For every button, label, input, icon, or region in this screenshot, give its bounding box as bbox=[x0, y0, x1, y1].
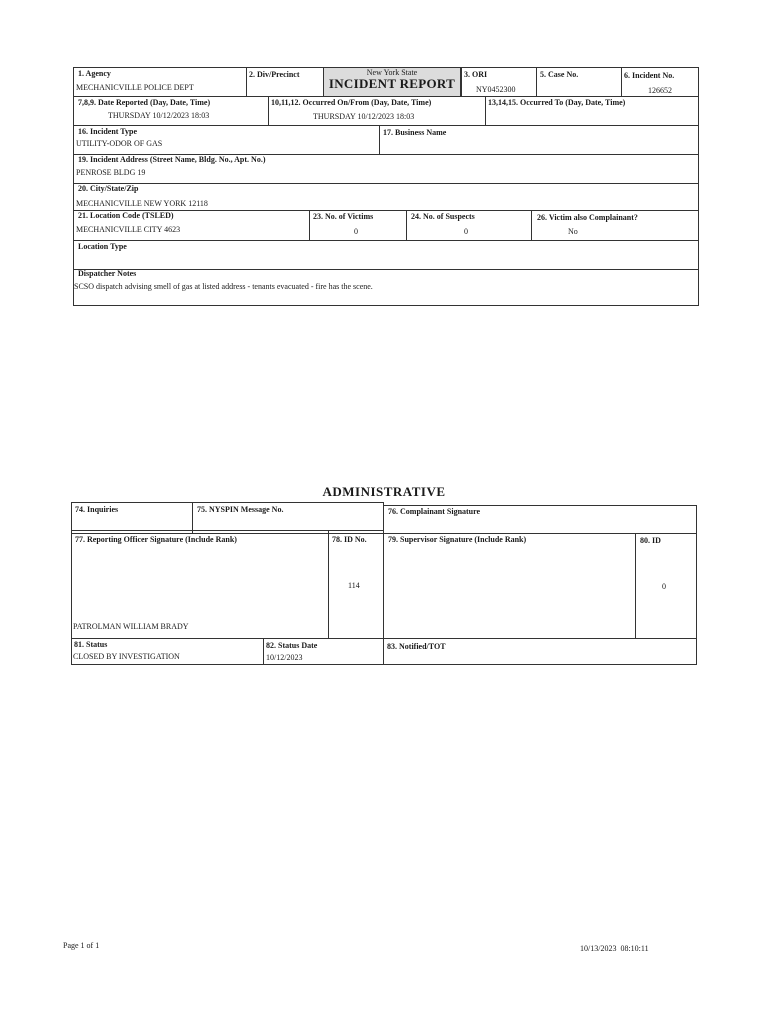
nyspin-label: 75. NYSPIN Message No. bbox=[197, 505, 284, 514]
dispatcher-notes-value: SCSO dispatch advising smell of gas at listed address - tenants evacuated - fire has the scene. bbox=[74, 282, 373, 291]
state-name: New York State bbox=[366, 68, 418, 77]
officer-signature-label: 77. Reporting Officer Signature (Include Rank) bbox=[75, 535, 237, 544]
page-number: Page 1 of 1 bbox=[63, 941, 100, 950]
location-code-label: 21. Location Code (TSLED) bbox=[78, 211, 174, 220]
supervisor-id-label: 80. ID bbox=[640, 536, 661, 545]
victims-label: 23. No. of Victims bbox=[313, 212, 374, 221]
victim-complainant-label: 26. Victim also Complainant? bbox=[537, 213, 638, 222]
incident-type-value: UTILITY-ODOR OF GAS bbox=[76, 139, 163, 148]
officer-id-label: 78. ID No. bbox=[332, 535, 367, 544]
location-type-label: Location Type bbox=[78, 242, 127, 251]
dispatcher-notes-label: Dispatcher Notes bbox=[78, 269, 137, 278]
city-value: MECHANICVILLE NEW YORK 12118 bbox=[76, 199, 208, 208]
location-code-value: MECHANICVILLE CITY 4623 bbox=[76, 225, 181, 234]
status-label: 81. Status bbox=[74, 640, 108, 649]
print-timestamp: 10/13/2023 08:10:11 bbox=[580, 944, 649, 953]
supervisor-signature-cell bbox=[383, 533, 636, 639]
incident-type-label: 16. Incident Type bbox=[78, 127, 138, 136]
supervisor-id-value: 0 bbox=[662, 582, 666, 591]
inquiries-label: 74. Inquiries bbox=[75, 505, 119, 514]
occurred-to-label: 13,14,15. Occurred To (Day, Date, Time) bbox=[488, 98, 626, 107]
status-date-value: 10/12/2023 bbox=[266, 653, 303, 662]
complainant-signature-label: 76. Complainant Signature bbox=[388, 507, 481, 516]
incident-no-label: 6. Incident No. bbox=[624, 71, 675, 80]
address-value: PENROSE BLDG 19 bbox=[76, 168, 146, 177]
notified-label: 83. Notified/TOT bbox=[387, 642, 446, 651]
header-frame bbox=[323, 67, 462, 97]
address-label: 19. Incident Address (Street Name, Bldg. No., Apt. No.) bbox=[78, 155, 266, 164]
suspects-label: 24. No. of Suspects bbox=[411, 212, 475, 221]
supervisor-signature-label: 79. Supervisor Signature (Include Rank) bbox=[388, 535, 527, 544]
administrative-title: ADMINISTRATIVE bbox=[322, 484, 446, 499]
occurred-from-label: 10,11,12. Occurred On/From (Day, Date, Time) bbox=[271, 98, 432, 107]
div-precinct-label: 2. Div/Precinct bbox=[249, 70, 300, 79]
location-type-cell bbox=[73, 240, 699, 270]
report-title: INCIDENT REPORT bbox=[328, 76, 456, 91]
reported-label: 7,8,9. Date Reported (Day, Date, Time) bbox=[78, 98, 211, 107]
officer-id-value: 114 bbox=[348, 581, 360, 590]
officer-name-value: PATROLMAN WILLIAM BRADY bbox=[73, 622, 189, 631]
agency-label: 1. Agency bbox=[78, 69, 111, 78]
status-value: CLOSED BY INVESTIGATION bbox=[73, 652, 180, 661]
incident-no-value: 126652 bbox=[648, 86, 672, 95]
status-date-label: 82. Status Date bbox=[266, 641, 318, 650]
suspects-value: 0 bbox=[464, 227, 468, 236]
ori-value: NY0452300 bbox=[476, 85, 516, 94]
victims-value: 0 bbox=[354, 227, 358, 236]
agency-value: MECHANICVILLE POLICE DEPT bbox=[76, 83, 194, 92]
occurred-from-value: THURSDAY 10/12/2023 18:03 bbox=[313, 112, 415, 121]
business-label: 17. Business Name bbox=[383, 128, 447, 137]
ori-label: 3. ORI bbox=[464, 70, 488, 79]
case-label: 5. Case No. bbox=[540, 70, 579, 79]
reported-value: THURSDAY 10/12/2023 18:03 bbox=[108, 111, 210, 120]
supervisor-id-cell bbox=[635, 533, 697, 639]
victim-complainant-value: No bbox=[568, 227, 578, 236]
city-label: 20. City/State/Zip bbox=[78, 184, 139, 193]
